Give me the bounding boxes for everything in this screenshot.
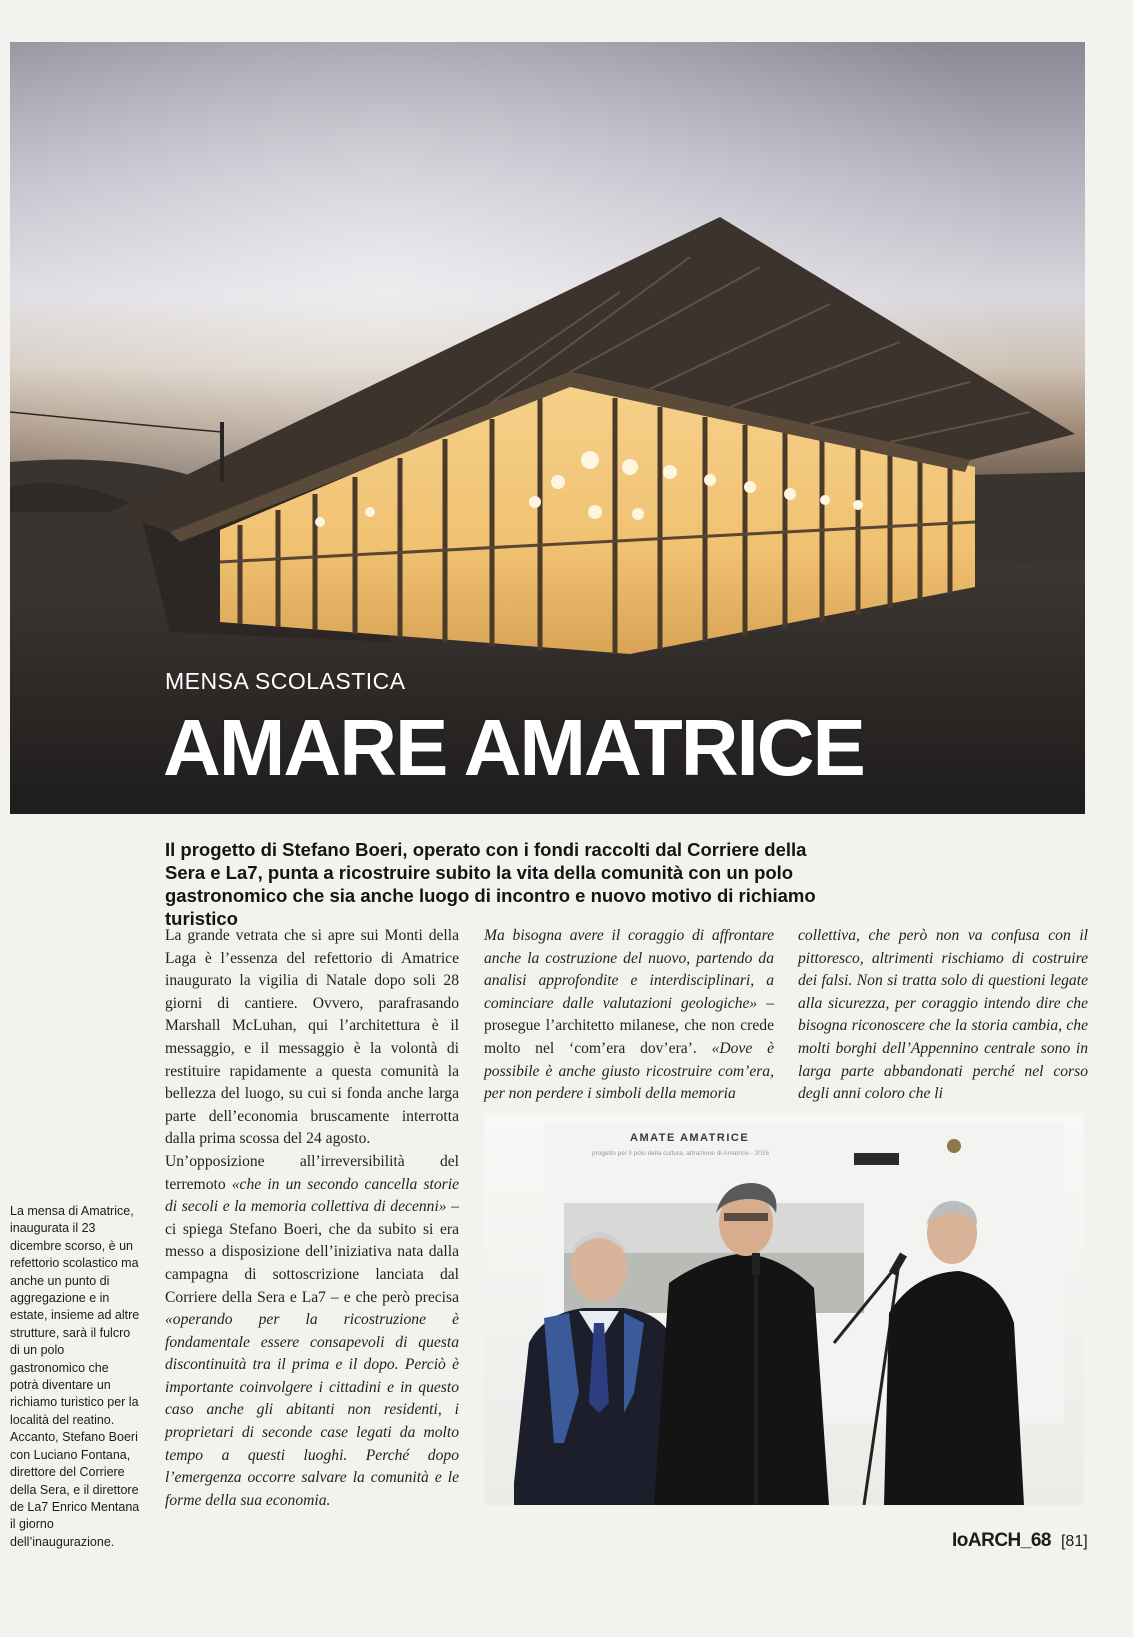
quote-text: «operando per la ricostruzione è fondamentale essere consapevoli di questa discontinuità tra il prima e il dopo. Perciò è importante coinvolgere i cittadini e in questo caso anche gli abitanti non residenti, i proprietari di seconde case legati da molto tempo a questi luoghi. Perché dopo l’emergenza occorre salvare la comunità e le forme della sua economia.	[165, 1311, 459, 1509]
body-text: – prosegue l’architetto milanese, che non crede molto nel ‘com’era dov’era’.	[484, 994, 774, 1057]
refectory-building-illustration	[10, 42, 1085, 814]
banner-title: AMATE AMATRICE	[630, 1132, 750, 1144]
article-lead: Il progetto di Stefano Boeri, operato con i fondi raccolti dal Corriere della Sera e La7, punta a ricostruire subito la vita della comunità con un polo gastronomico che sia anche luogo di incontro e nuovo motivo di richiamo turistico	[165, 839, 816, 929]
body-paragraph	[165, 1151, 459, 1513]
quote-text: «che in un secondo cancella storie di secoli e la memoria collettiva di decenni»	[165, 1175, 459, 1216]
three-men-illustration	[484, 1113, 1084, 1505]
hero-photo	[10, 42, 1085, 814]
photo-caption: La mensa di Amatrice, inaugurata il 23 dicembre scorso, è un refettorio scolastico ma anche un punto di aggregazione e in estate, insieme ad altre strutture, sarà il fulcro di un polo gastronomico che potrà diventare un richiamo turistico per la località del reatino. Accanto, Stefano Boeri con Luciano Fontana, direttore del Corriere della Sera, e il direttore de La7 Enrico Mentana il giorno dell’inaugurazione.	[10, 1204, 140, 1549]
inauguration-photo	[484, 1113, 1084, 1505]
body-text: Un’opposizione all’irreversibilità del terremoto	[165, 1152, 459, 1193]
body-column-2	[484, 925, 774, 1106]
body-text: – ci spiega Stefano Boeri, che da subito si era messo a disposizione dell’iniziativa nata dalla campagna di sottoscrizione lanciata dal Corriere della Sera e La7 – e che però precisa	[165, 1198, 460, 1306]
body-column-1	[165, 925, 459, 1512]
body-paragraph	[798, 925, 1088, 1106]
section-kicker: MENSA SCOLASTICA	[165, 668, 406, 694]
body-paragraph: La grande vetrata che si apre sui Monti della Laga è l’essenza del refettorio di Amatrice inaugurato la vigilia di Natale dopo soli 28 giorni di cantiere. Ovvero, parafrasando Marshall McLuhan, qui l’architettura è il messaggio, e il messaggio è la volontà di restituire rapidamente a questa comunità la bellezza del luogo, su cui si fonda anche larga parte dell’economia bruscamente interrotta dalla prima scossa del 24 agosto.	[165, 927, 459, 1148]
banner-subtitle: progetto per il polo della cultura, attrazione di Amatrice - 2016	[592, 1150, 770, 1157]
article-title: AMARE AMATRICE	[163, 703, 864, 792]
magazine-issue: IoARCH_68	[952, 1530, 1051, 1551]
quote-text: collettiva, che però non va confusa con il pittoresco, altrimenti rischiamo di costruire dei falsi. Non si tratta solo di questioni legate alla sicurezza, per coraggio intendo dire che bisogna riconoscere che la storia cambia, che molti borghi dell’Appennino centrale sono in larga parte abbandonati perché nel corso degli anni coloro che li	[798, 927, 1088, 1103]
body-column-3	[798, 925, 1088, 1106]
body-paragraph	[484, 925, 774, 1106]
quote-text: «Dove è possibile è anche giusto ricostruire com’era, per non perdere i simboli della memoria	[484, 1039, 774, 1103]
page-number: [81]	[1060, 1533, 1088, 1550]
quote-text: Ma bisogna avere il coraggio di affrontare anche la costruzione del nuovo, partendo da analisi approfondite e interdisciplinari, a cominciare dalle valutazioni geologiche»	[484, 927, 774, 1012]
page-footer	[952, 1530, 1088, 1552]
